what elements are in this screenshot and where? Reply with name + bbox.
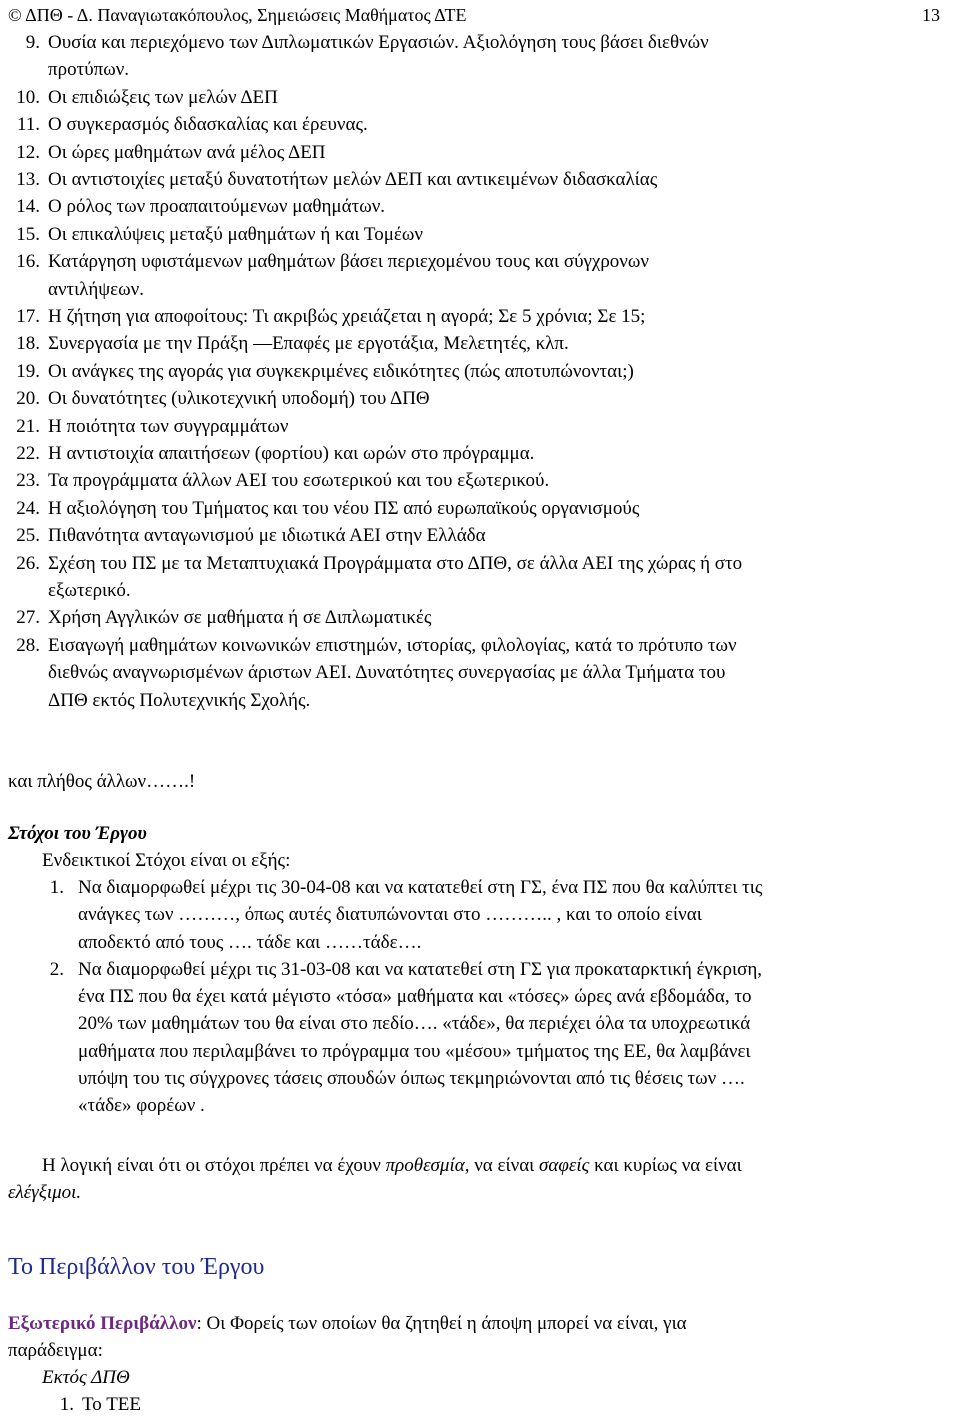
list-item-continuation: εξωτερικό. xyxy=(48,580,131,601)
logic-clear: σαφείς xyxy=(539,1155,590,1176)
list-item-number: 19. xyxy=(16,361,40,382)
goal-item-continuation: 20% των μαθημάτων του θα είναι στο πεδίο…. «τάδε», θα περιέχει όλα τα υποχρεωτικά xyxy=(78,1013,751,1034)
list-item-text: Πιθανότητα ανταγωνισμού με ιδιωτικά ΑΕΙ στην Ελλάδα xyxy=(48,525,486,546)
list-item-number: 17. xyxy=(16,306,40,327)
list-item xyxy=(4,553,742,575)
first-body-num: 1. xyxy=(59,1394,74,1415)
goal-item-continuation: ανάγκες των ………, όπως αυτές διατυπώνονται στο ……….. , και το οποίο είναι xyxy=(78,904,702,925)
list-item-text: Οι ώρες μαθημάτων ανά μέλος ΔΕΠ xyxy=(48,142,326,163)
list-item-number: 24. xyxy=(16,498,40,519)
goal-item-continuation: ένα ΠΣ που θα έχει κατά μέγιστο «τόσα» μαθήματα και «τόσες» ώρες ανά εβδομάδα, το xyxy=(78,986,752,1007)
list-item-number: 9. xyxy=(25,32,40,53)
list-item-text: Χρήση Αγγλικών σε μαθήματα ή σε Διπλωματικές xyxy=(48,607,432,628)
list-item-number: 23. xyxy=(16,470,40,491)
list-item xyxy=(4,443,534,465)
list-item-number: 13. xyxy=(16,169,40,190)
list-item-number: 27. xyxy=(16,607,40,628)
list-item-number: 18. xyxy=(16,333,40,354)
list-item-number: 16. xyxy=(16,251,40,272)
list-item-number: 22. xyxy=(16,443,40,464)
list-item xyxy=(4,251,649,273)
list-item-text: Οι επιδιώξεις των μελών ΔΕΠ xyxy=(48,87,278,108)
header-text: © ΔΠΘ - Δ. Παναγιωτακόπουλος, Σημειώσεις Μαθήματος ΔΤΕ xyxy=(8,5,467,25)
goal-item-continuation: μαθήματα που περιλαμβάνει το πρόγραμμα του «μέσου» τμήματος της ΕΕ, θα λαμβάνει xyxy=(78,1041,751,1062)
goals-heading: Στόχοι του Έργου xyxy=(8,823,147,844)
list-item xyxy=(4,416,289,438)
logic-text-2: , να είναι xyxy=(464,1155,540,1176)
outside-duth-label: Εκτός ΔΠΘ xyxy=(42,1367,130,1388)
list-item-number: 20. xyxy=(16,388,40,409)
goal-item-number: 1. xyxy=(49,877,64,898)
list-item-number: 10. xyxy=(16,87,40,108)
list-item xyxy=(4,498,639,520)
list-item-number: 21. xyxy=(16,416,40,437)
list-item-text: Οι αντιστοιχίες μεταξύ δυνατοτήτων μελών ΔΕΠ και αντικειμένων διδασκαλίας xyxy=(48,169,658,190)
list-item-text: Τα προγράμματα άλλων ΑΕΙ του εσωτερικού και του εξωτερικού. xyxy=(48,470,550,491)
list-item-text: Η ποιότητα των συγγραμμάτων xyxy=(48,416,289,437)
list-item-continuation: διεθνώς αναγνωρισμένων άριστων ΑΕΙ. Δυνατότητες συνεργασίας με άλλα Τμήματα του xyxy=(48,662,726,683)
example-continuation: παράδειγμα: xyxy=(8,1340,103,1361)
list-item xyxy=(4,306,645,328)
first-body-item xyxy=(42,1394,141,1416)
list-item-number: 14. xyxy=(16,196,40,217)
list-item-text: Η αντιστοιχία απαιτήσεων (φορτίου) και ωρών στο πρόγραμμα. xyxy=(48,443,535,464)
list-item-text: Εισαγωγή μαθημάτων κοινωνικών επιστημών, ιστορίας, φιλολογίας, κατά το πρότυπο των xyxy=(48,635,737,656)
list-item-text: Οι επικαλύψεις μεταξύ μαθημάτων ή και Τομέων xyxy=(48,224,423,245)
goal-item-continuation: υπόψη του τις σύγχρονες τάσεις σπουδών όιπως τεκμηριώνονται από τις θέσεις των …. xyxy=(78,1068,745,1089)
logic-paragraph xyxy=(42,1155,742,1177)
list-item-text: Οι ανάγκες της αγοράς για συγκεκριμένες ειδικότητες (πώς αποτυπώνονται;) xyxy=(48,361,634,382)
logic-text-1: Η λογική είναι ότι οι στόχοι πρέπει να έχουν xyxy=(42,1155,386,1176)
goal-item xyxy=(42,877,762,899)
list-item xyxy=(4,635,737,657)
list-item xyxy=(4,388,430,410)
list-item-number: 25. xyxy=(16,525,40,546)
external-environment-line xyxy=(8,1313,687,1335)
logic-verifiable: ελέγξιμοι. xyxy=(8,1182,82,1203)
list-item xyxy=(4,169,657,191)
goal-item xyxy=(42,959,762,981)
list-item xyxy=(4,607,431,629)
others-line: και πλήθος άλλων…….! xyxy=(8,771,196,792)
list-item xyxy=(4,142,326,164)
list-item-number: 11. xyxy=(16,114,40,135)
list-item-continuation: προτύπων. xyxy=(48,59,130,80)
goal-item-text: Να διαμορφωθεί μέχρι τις 31-03-08 και να κατατεθεί στη ΓΣ για προκαταρκτική έγκριση, xyxy=(78,959,763,980)
goal-item-number: 2. xyxy=(49,959,64,980)
list-item-text: Ουσία και περιεχόμενο των Διπλωματικών Εργασιών. Αξιολόγηση τους βάσει διεθνών xyxy=(48,32,709,53)
list-item-text: Οι δυνατότητες (υλικοτεχνική υποδομή) του ΔΠΘ xyxy=(48,388,430,409)
list-item-text: Κατάργηση υφιστάμενων μαθημάτων βάσει περιεχομένου τους και σύγχρονων xyxy=(48,251,649,272)
list-item-continuation: αντιλήψεων. xyxy=(48,279,144,300)
list-item-text: Συνεργασία με την Πράξη —Επαφές με εργοτάξια, Μελετητές, κλπ. xyxy=(48,333,569,354)
logic-deadline: προθεσμία xyxy=(385,1155,465,1176)
external-environment-text: : Οι Φορείς των οποίων θα ζητηθεί η άποψη μπορεί να είναι, για xyxy=(196,1313,687,1334)
first-body-text: Το ΤΕΕ xyxy=(82,1394,142,1415)
list-item-number: 12. xyxy=(16,142,40,163)
list-item xyxy=(4,114,368,136)
list-item-text: Η ζήτηση για αποφοίτους: Τι ακριβώς χρειάζεται η αγορά; Σε 5 χρόνια; Σε 15; xyxy=(48,306,646,327)
list-item-text: Ο ρόλος των προαπαιτούμενων μαθημάτων. xyxy=(48,196,386,217)
list-item xyxy=(4,525,486,547)
list-item xyxy=(4,224,423,246)
goals-intro: Ενδεικτικοί Στόχοι είναι οι εξής: xyxy=(42,850,291,871)
goal-item-text: Να διαμορφωθεί μέχρι τις 30-04-08 και να κατατεθεί στη ΓΣ, ένα ΠΣ που θα καλύπτει τις xyxy=(78,877,763,898)
list-item-text: Σχέση του ΠΣ με τα Μεταπτυχιακά Προγράμματα στο ΔΠΘ, σε άλλα ΑΕΙ της χώρας ή στο xyxy=(48,553,743,574)
goal-item-continuation: «τάδε» φορέων . xyxy=(78,1095,205,1116)
list-item xyxy=(4,32,709,54)
list-item-number: 26. xyxy=(16,553,40,574)
list-item-number: 28. xyxy=(16,635,40,656)
list-item-text: Ο συγκερασμός διδασκαλίας και έρευνας. xyxy=(48,114,368,135)
list-item xyxy=(4,470,549,492)
list-item xyxy=(4,361,634,383)
list-item-number: 15. xyxy=(16,224,40,245)
list-item-text: Η αξιολόγηση του Τμήματος και του νέου ΠΣ από ευρωπαϊκούς οργανισμούς xyxy=(48,498,640,519)
environment-heading: Το Περιβάλλον του Έργου xyxy=(8,1254,265,1280)
list-item-continuation: ΔΠΘ εκτός Πολυτεχνικής Σχολής. xyxy=(48,690,311,711)
list-item xyxy=(4,333,569,355)
list-item xyxy=(4,87,278,109)
list-item xyxy=(4,196,385,218)
external-environment-label: Εξωτερικό Περιβάλλον xyxy=(8,1313,197,1334)
goal-item-continuation: αποδεκτό από τους …. τάδε και ……τάδε…. xyxy=(78,932,422,953)
logic-text-3: και κυρίως να είναι xyxy=(589,1155,742,1176)
page-number: 13 xyxy=(922,5,940,25)
